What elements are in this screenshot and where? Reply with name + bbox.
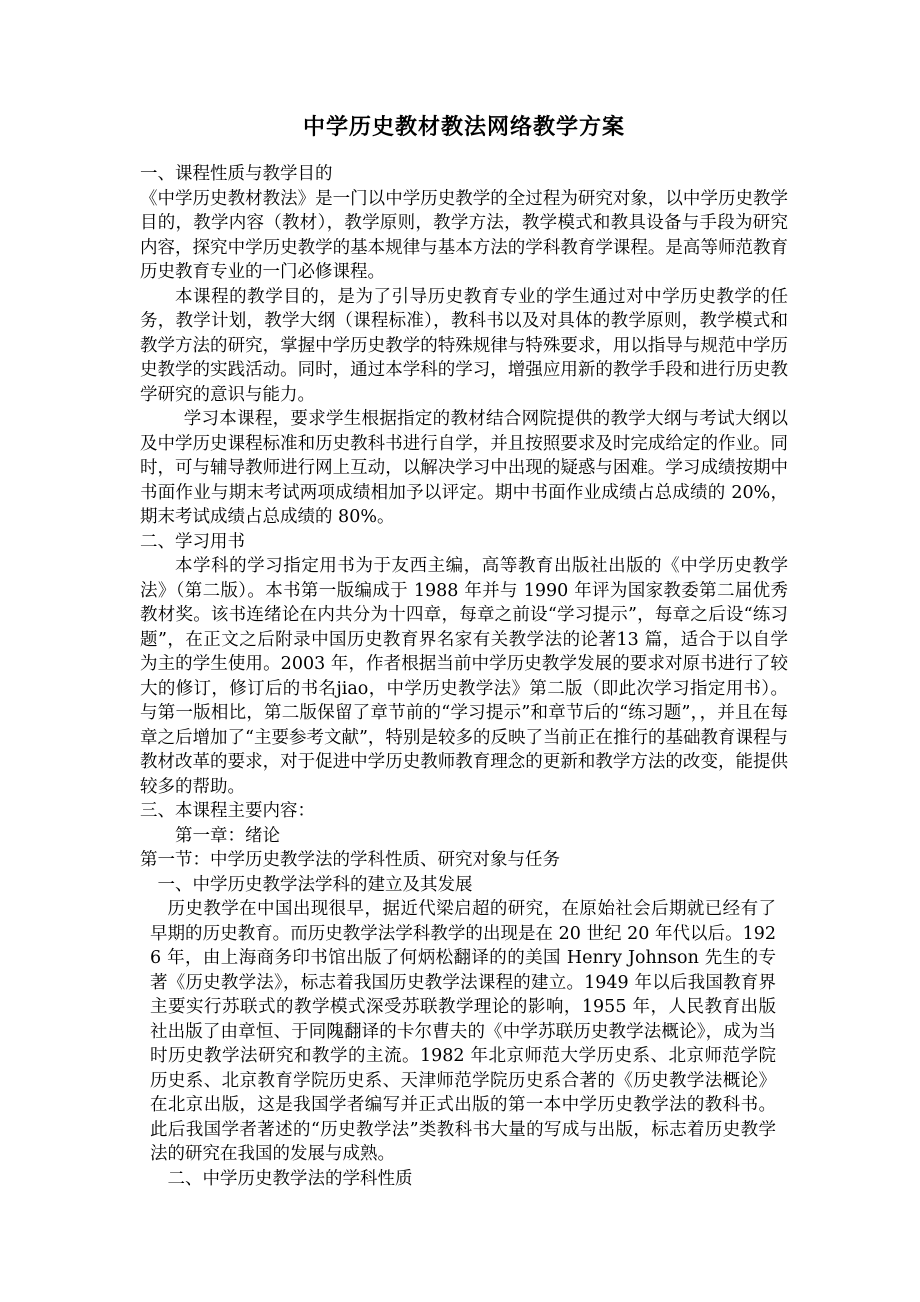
section-3-heading: 三、本课程主要内容： (140, 801, 315, 821)
section-1-paragraph-study-requirements: 学习本课程，要求学生根据指定的教材结合网院提供的教学大纲与考试大纲以及中学历史课程标准和历史教科书进行自学，并且按照要求及时完成给定的作业。同时，可与辅导教师进行网上互动，以解决学习中出现的疑惑与困难。学习成绩按期中书面作业与期末考试两项成绩相加予以评定。期中书面作业成绩占总成绩的 20%，期末考试成绩占总成绩的 80%。 (140, 409, 788, 527)
subsection-1-heading: 一、中学历史教学法学科的建立及其发展 (157, 874, 473, 895)
section-2-paragraph-textbook: 本学科的学习指定用书为于友西主编，高等教育出版社出版的《中学历史教学法》（第二版）。本书第一版编成于 1988 年并与 1990 年评为国家教委第二届优秀教材奖。该书连绪论在内共分为十四章，每章之前设“学习提示”，每章之后设“练习题”，在正文之后附录中国历史教育界名家有关教学法的论著13 篇，适合于以自学为主的学生使用。2003 年，作者根据当前中学历史教学发展的要求对原书进行了较大的修订，修订后的书名jiao，中学历史教学法》第二版（即此次学习指定用书）。与第一版相比，第二版保留了章节前的“学习提示”和章节后的“练习题”，，并且在每章之后增加了“主要参考文献”，特别是较多的反映了当前正在推行的基础教育课程与教材改革的要求，对于促进中学历史教师教育理念的更新和教学方法的改变，能提供较多的帮助。 (140, 556, 788, 797)
chapter-1-heading: 第一章：绪论 (175, 825, 280, 846)
document-title: 中学历史教材教法网络教学方案 (302, 114, 625, 140)
chapter-1-section-1-heading: 第一节：中学历史教学法的学科性质、研究对象与任务 (140, 850, 560, 870)
section-1-heading: 一、课程性质与教学目的 (140, 164, 333, 184)
section-1-paragraph-teaching-purpose: 本课程的教学目的，是为了引导历史教育专业的学生通过对中学历史教学的任务，教学计划，教学大纲（课程标准），教科书以及对具体的教学原则，教学模式和教学方法的研究，掌握中学历史教学的特殊规律与特殊要求，用以指导与规范中学历史教学的实践活动。同时，通过本学科的学习，增强应用新的教学手段和进行历史教学研究的意识与能力。 (140, 286, 788, 405)
section-2-heading: 二、学习用书 (140, 531, 245, 552)
section-1-paragraph-course-definition: 《中学历史教材教法》是一门以中学历史教学的全过程为研究对象，以中学历史教学目的，教学内容（教材），教学原则，教学方法，教学模式和教具设备与手段为研究内容，探究中学历史教学的基本规律与基本方法的学科教育学课程。是高等师范教育历史教育专业的一门必修课程。 (140, 188, 788, 282)
subsection-2-heading: 二、中学历史教学法的学科性质 (167, 1168, 413, 1189)
subsection-1-paragraph-history: 历史教学在中国出现很早，据近代梁启超的研究，在原始社会后期就已经有了早期的历史教育。而历史教学法学科教学的出现是在 20 世纪 20 年代以后。1926 年，由上海商务印书馆出版了何炳松翻译的的美国 Henry Johnson 先生的专著《历史教学法》，标志着我国历史教学法课程的建立。1949 年以后我国教育界主要实行苏联式的教学模式深受苏联教学理论的影响，1955 年，人民教育出版社出版了由章恒、于同隗翻译的卡尔曹夫的《中学苏联历史教学法概论》，成为当时历史教学法研究和教学的主流。1982 年北京师范大学历史系、北京师范学院历史系、北京教育学院历史系、天津师范学院历史系合著的《历史教学法概论》在北京出版，这是我国学者编写并正式出版的第一本中学历史教学法的教科书。此后我国学者著述的“历史教学法”类教科书大量的写成与出版，标志着历史教学法的研究在我国的发展与成熟。 (150, 899, 776, 1164)
